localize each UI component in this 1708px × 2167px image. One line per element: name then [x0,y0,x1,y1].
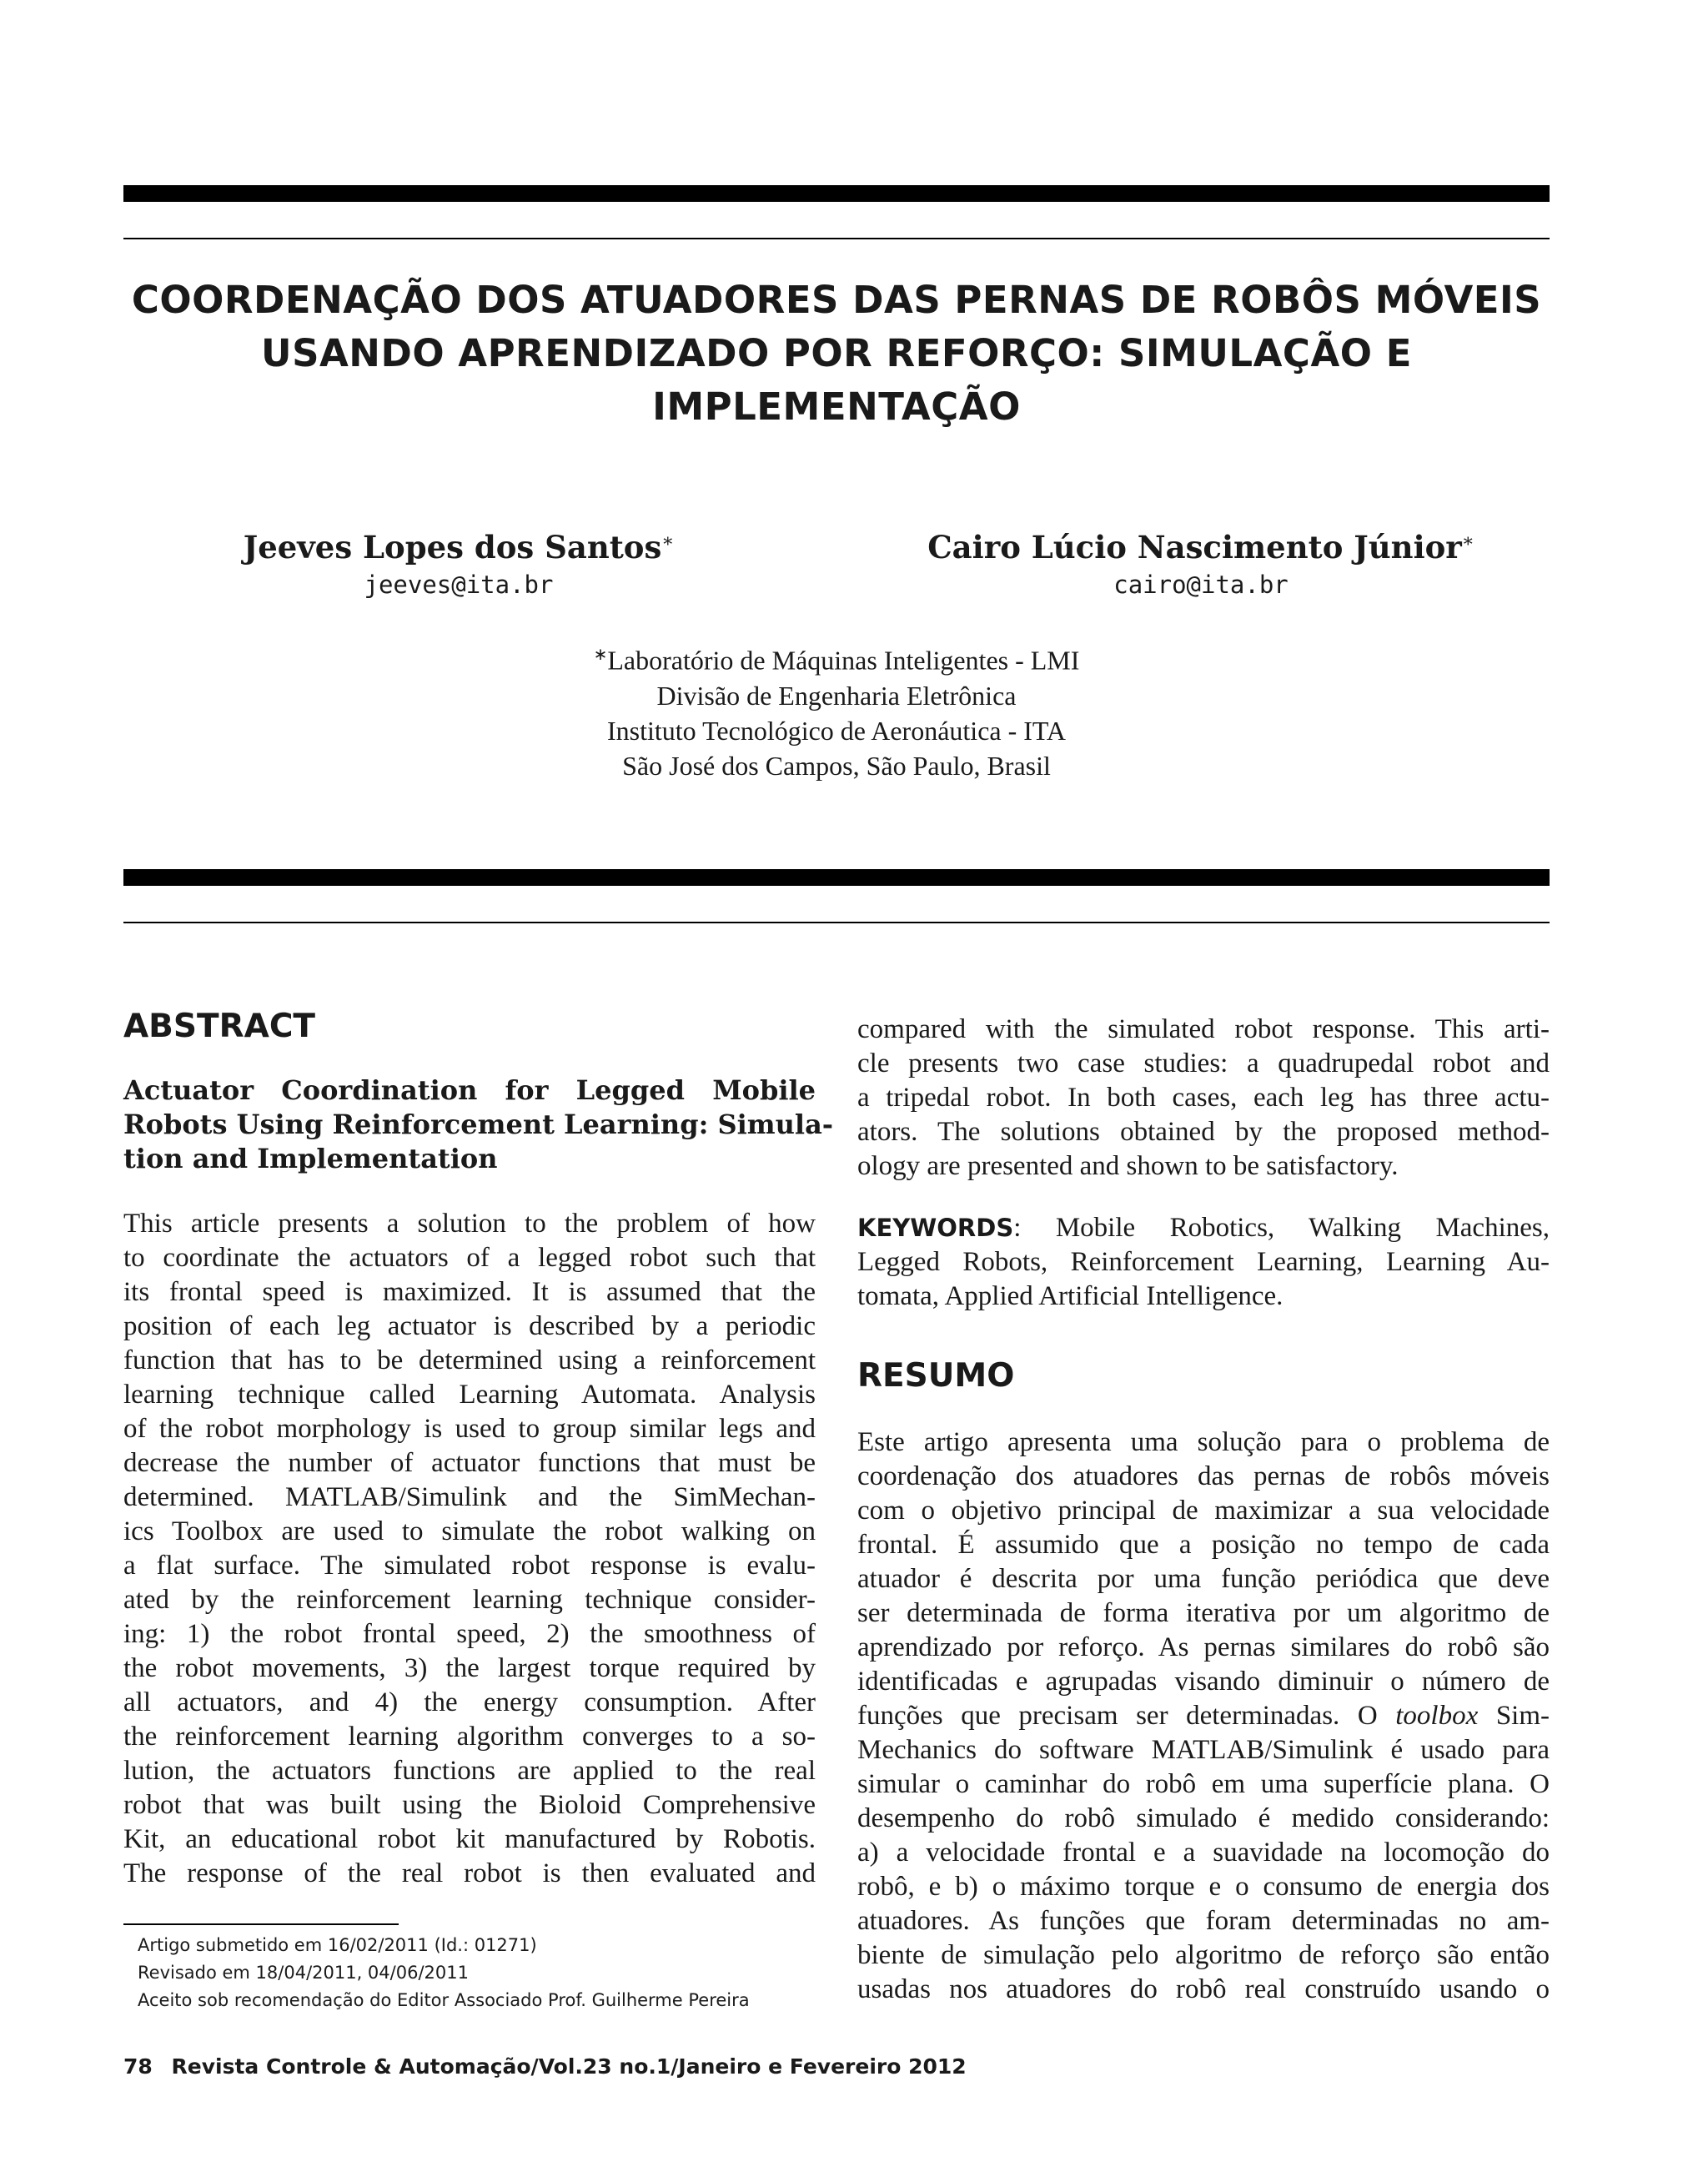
paper-title [123,274,1550,434]
title-line: IMPLEMENTAÇÃO [652,385,1021,429]
journal-reference: Revista Controle & Automação/Vol.23 no.1/Janeiro e Fevereiro 2012 [171,2054,967,2079]
abstract-line: a tripedal robot. In both cases, each leg has three actu- [857,1083,1550,1113]
abstract-line: ology are presented and shown to be satisfactory. [857,1151,1399,1181]
abstract-line: compared with the simulated robot response. This arti- [857,1014,1550,1044]
abstract-line: of the robot morphology is used to group similar legs and [123,1414,816,1444]
abstract-line: all actuators, and 4) the energy consumption. After [123,1687,816,1717]
abstract-line: the reinforcement learning algorithm converges to a so- [123,1722,816,1752]
author-email[interactable]: cairo@ita.br [1113,571,1289,599]
affiliation-line: São José dos Campos, São Paulo, Brasil [622,750,1051,781]
title-line: COORDENAÇÃO DOS ATUADORES DAS PERNAS DE ROBÔS MÓVEIS [131,278,1542,322]
affiliation-line: Divisão de Engenharia Eletrônica [656,680,1017,711]
resumo-line: Mechanics do software MATLAB/Simulink é usado para [857,1735,1550,1765]
abstract-line: ators. The solutions obtained by the proposed method- [857,1117,1550,1147]
subtitle-line: Robots Using Reinforcement Learning: Simula- [123,1109,834,1140]
resumo-line: simular o caminhar do robô em uma superfície plana. O [857,1769,1550,1799]
top-thin-rule [123,238,1550,239]
resumo-line: aprendizado por reforço. As pernas similares do robô são [857,1632,1550,1662]
author-email[interactable]: jeeves@ita.br [364,571,554,599]
page-footer [123,2054,967,2079]
resumo-line: frontal. É assumido que a posição no tempo de cada [857,1530,1550,1560]
abstract-line: position of each leg actuator is described by a periodic [123,1311,816,1341]
resumo-line: atuador é descrita por uma função periódica que deve [857,1564,1550,1594]
author-mark: ∗ [1461,530,1474,552]
keywords-label: KEYWORDS [857,1214,1014,1242]
abstract-line: learning technique called Learning Automata. Analysis [123,1380,816,1410]
abstract-line: the robot movements, 3) the largest torque required by [123,1653,816,1683]
resumo-line: robô, e b) o máximo torque e o consumo de energia dos [857,1872,1550,1902]
resumo-line-tail: Sim- [1478,1701,1550,1731]
resumo-line: biente de simulação pelo algoritmo de reforço são então [857,1940,1550,1970]
abstract-line: ing: 1) the robot frontal speed, 2) the smoothness of [123,1619,816,1649]
resumo-line: funções que precisam ser determinadas. O [857,1701,1396,1731]
page-number: 78 [123,2054,153,2079]
abstract-line: decrease the number of actuator functions that must be [123,1448,816,1478]
abstract-line: This article presents a solution to the problem of how [123,1209,816,1239]
footnote-line: Revisado em 18/04/2011, 04/06/2011 [138,1963,469,1983]
resumo-heading: RESUMO [857,1357,1015,1395]
resumo-italic-term: toolbox [1395,1701,1479,1731]
author-name: Cairo Lúcio Nascimento Júnior [927,529,1462,566]
resumo-line: ser determinada de forma iterativa por um algoritmo de [857,1598,1550,1628]
author-mark: ∗ [661,530,675,552]
resumo-line: identificadas e agrupadas visando diminuir o número de [857,1667,1550,1697]
resumo-body [857,1425,1550,2007]
abstract-line: a flat surface. The simulated robot response is evalu- [123,1551,816,1581]
author-1 [217,529,701,599]
subtitle-line: tion and Implementation [123,1143,498,1174]
abstract-body [123,1207,816,1891]
abstract-heading: ABSTRACT [123,1008,316,1045]
author-2 [901,529,1501,599]
affiliation-mark: ∗ [593,646,608,664]
title-line: USANDO APRENDIZADO POR REFORÇO: SIMULAÇÃO E [261,331,1412,375]
resumo-line: atuadores. As funções que foram determinadas no am- [857,1906,1550,1936]
keywords-line: : Mobile Robotics, Walking Machines, [1013,1213,1550,1243]
subtitle-line: Actuator Coordination for Legged Mobile [123,1074,816,1106]
footnote-line: Aceito sob recomendação do Editor Associado Prof. Guilherme Pereira [138,1990,750,2010]
resumo-line: Este artigo apresenta uma solução para o problema de [857,1427,1550,1457]
abstract-line: ated by the reinforcement learning technique consider- [123,1585,816,1615]
abstract-subtitle [123,1073,834,1176]
resumo-line: usadas nos atuadores do robô real construído usando o [857,1974,1550,2004]
abstract-line: The response of the real robot is then evaluated and [123,1858,816,1888]
keywords-line: Legged Robots, Reinforcement Learning, Learning Au- [857,1247,1550,1277]
abstract-line: robot that was built using the Bioloid Comprehensive [123,1790,816,1820]
abstract-line: Kit, an educational robot kit manufactured by Robotis. [123,1824,816,1854]
footnote-rule [123,1923,399,1925]
mid-thin-rule [123,922,1550,923]
resumo-line: desempenho do robô simulado é medido considerando: [857,1803,1550,1833]
affiliation-line: Laboratório de Máquinas Inteligentes - LMI [607,645,1080,676]
abstract-line: determined. MATLAB/Simulink and the SimMechan- [123,1482,816,1512]
resumo-line: a) a velocidade frontal e a suavidade na locomoção do [857,1838,1550,1868]
footnotes [138,1932,821,2014]
abstract-line: to coordinate the actuators of a legged robot such that [123,1243,816,1273]
keywords-line: tomata, Applied Artificial Intelligence. [857,1281,1284,1311]
keywords [857,1211,1550,1314]
abstract-continued [857,1013,1550,1184]
abstract-line: function that has to be determined using a reinforcement [123,1345,816,1375]
mid-thick-rule [123,869,1550,886]
author-name: Jeeves Lopes dos Santos [243,529,662,566]
resumo-line: coordenação dos atuadores das pernas de robôs móveis [857,1461,1550,1491]
footnote-line: Artigo submetido em 16/02/2011 (Id.: 01271) [138,1935,537,1955]
affiliation [123,637,1550,783]
abstract-line: lution, the actuators functions are applied to the real [123,1756,816,1786]
affiliation-line: Instituto Tecnológico de Aeronáutica - ITA [607,715,1066,746]
abstract-line: ics Toolbox are used to simulate the robot walking on [123,1516,816,1546]
abstract-line: cle presents two case studies: a quadrupedal robot and [857,1048,1550,1078]
resumo-line: com o objetivo principal de maximizar a sua velocidade [857,1496,1550,1526]
top-thick-rule [123,185,1550,202]
abstract-line: its frontal speed is maximized. It is assumed that the [123,1277,816,1307]
